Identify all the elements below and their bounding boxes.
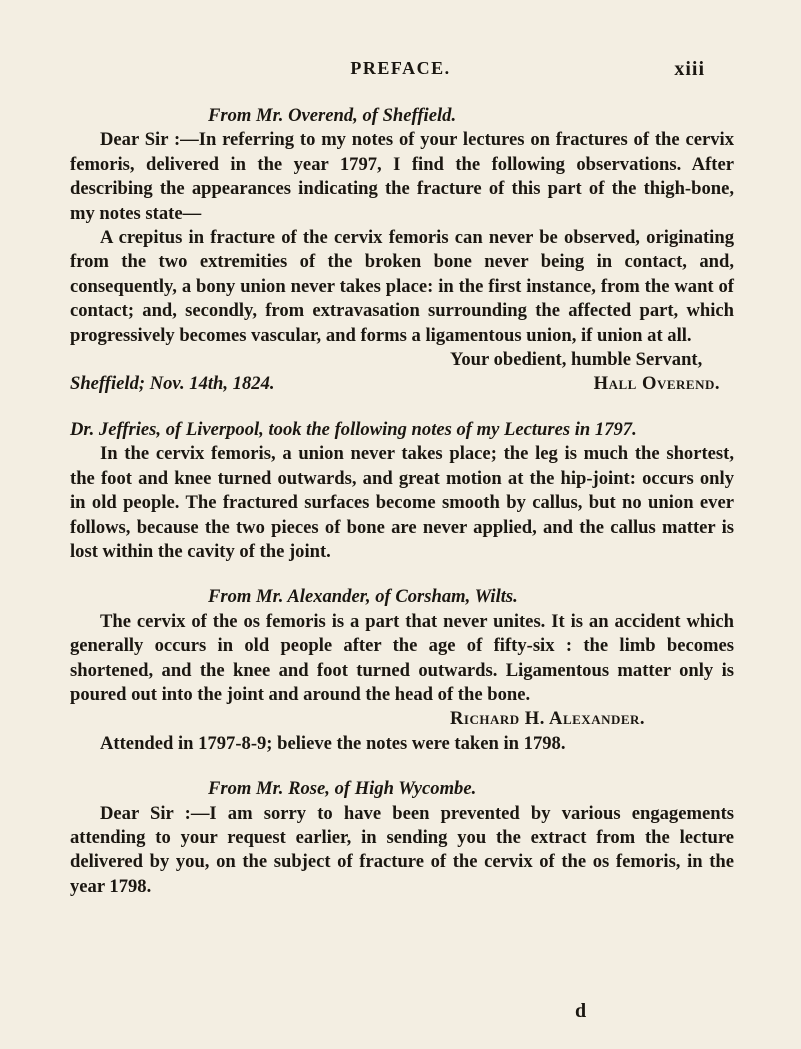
paragraph: A crepitus in fracture of the cervix femoris can never be observed, originating from the two extremities of the broken bone never being in contact, and, consequently, a bony union never takes place: in the first instance, from the want of contact; and, secondly, from extravasation surrounding the affected part, which progressively becomes vascular, and forms a ligamentous union, if union at all. — [70, 227, 734, 346]
letter-signature: Richard H. Alexander. — [450, 708, 646, 730]
letter-alexander — [70, 585, 734, 756]
section-heading: Dr. Jeffries, of Liverpool, took the following notes of my Lectures in 1797. — [70, 418, 637, 440]
paragraph: In the cervix femoris, a union never takes place; the leg is much the shortest, the foot and knee turned outwards, and great motion at the hip-joint: occurs only in old people. The fractured surfaces become smooth by callus, but no union ever follows, because the two pieces of bone are never applied, and the callus matter is lost within the cavity of the joint. — [70, 443, 734, 562]
page-number: xiii — [674, 58, 705, 80]
notes-jeffries — [70, 418, 734, 564]
running-head: PREFACE. — [350, 58, 451, 78]
letter-signature: Hall Overend. — [593, 373, 720, 395]
signature-mark: d — [575, 1000, 587, 1022]
page-header — [0, 58, 801, 82]
letter-date: Sheffield; Nov. 14th, 1824. — [70, 373, 275, 395]
section-heading: From Mr. Rose, of High Wycombe. — [208, 778, 477, 800]
body-text — [70, 104, 734, 899]
paragraph: Dear Sir :—I am sorry to have been prevented by various engagements attending to your request earlier, in sending you the extract from the lecture delivered by you, on the subject of fracture of the cervix of the os femoris, in the year 1798. — [70, 802, 734, 897]
section-gap — [70, 564, 734, 585]
section-gap — [70, 756, 734, 777]
section-gap — [70, 397, 734, 418]
letter-rose — [70, 777, 734, 899]
attendance-note: Attended in 1797-8-9; believe the notes were taken in 1798. — [100, 732, 566, 754]
letter-closing: Your obedient, humble Servant, — [450, 349, 703, 371]
section-heading: From Mr. Overend, of Sheffield. — [208, 105, 457, 126]
signature-line — [70, 372, 734, 396]
section-heading: From Mr. Alexander, of Corsham, Wilts. — [208, 586, 518, 608]
letter-overend — [70, 104, 734, 397]
paragraph: Dear Sir :—In referring to my notes of your lectures on fractures of the cervix femoris, delivered in the year 1797, I find the following observations. After describing the appearances indicating the fracture of this part of the thigh-bone, my notes state— — [70, 129, 734, 224]
paragraph: The cervix of the os femoris is a part that never unites. It is an accident which generally occurs in old people after the age of fifty-six : the limb becomes shortened, and the knee and foot turned outwards. Ligamentous matter only is poured out into the joint and around the head of the bone. — [70, 610, 734, 705]
